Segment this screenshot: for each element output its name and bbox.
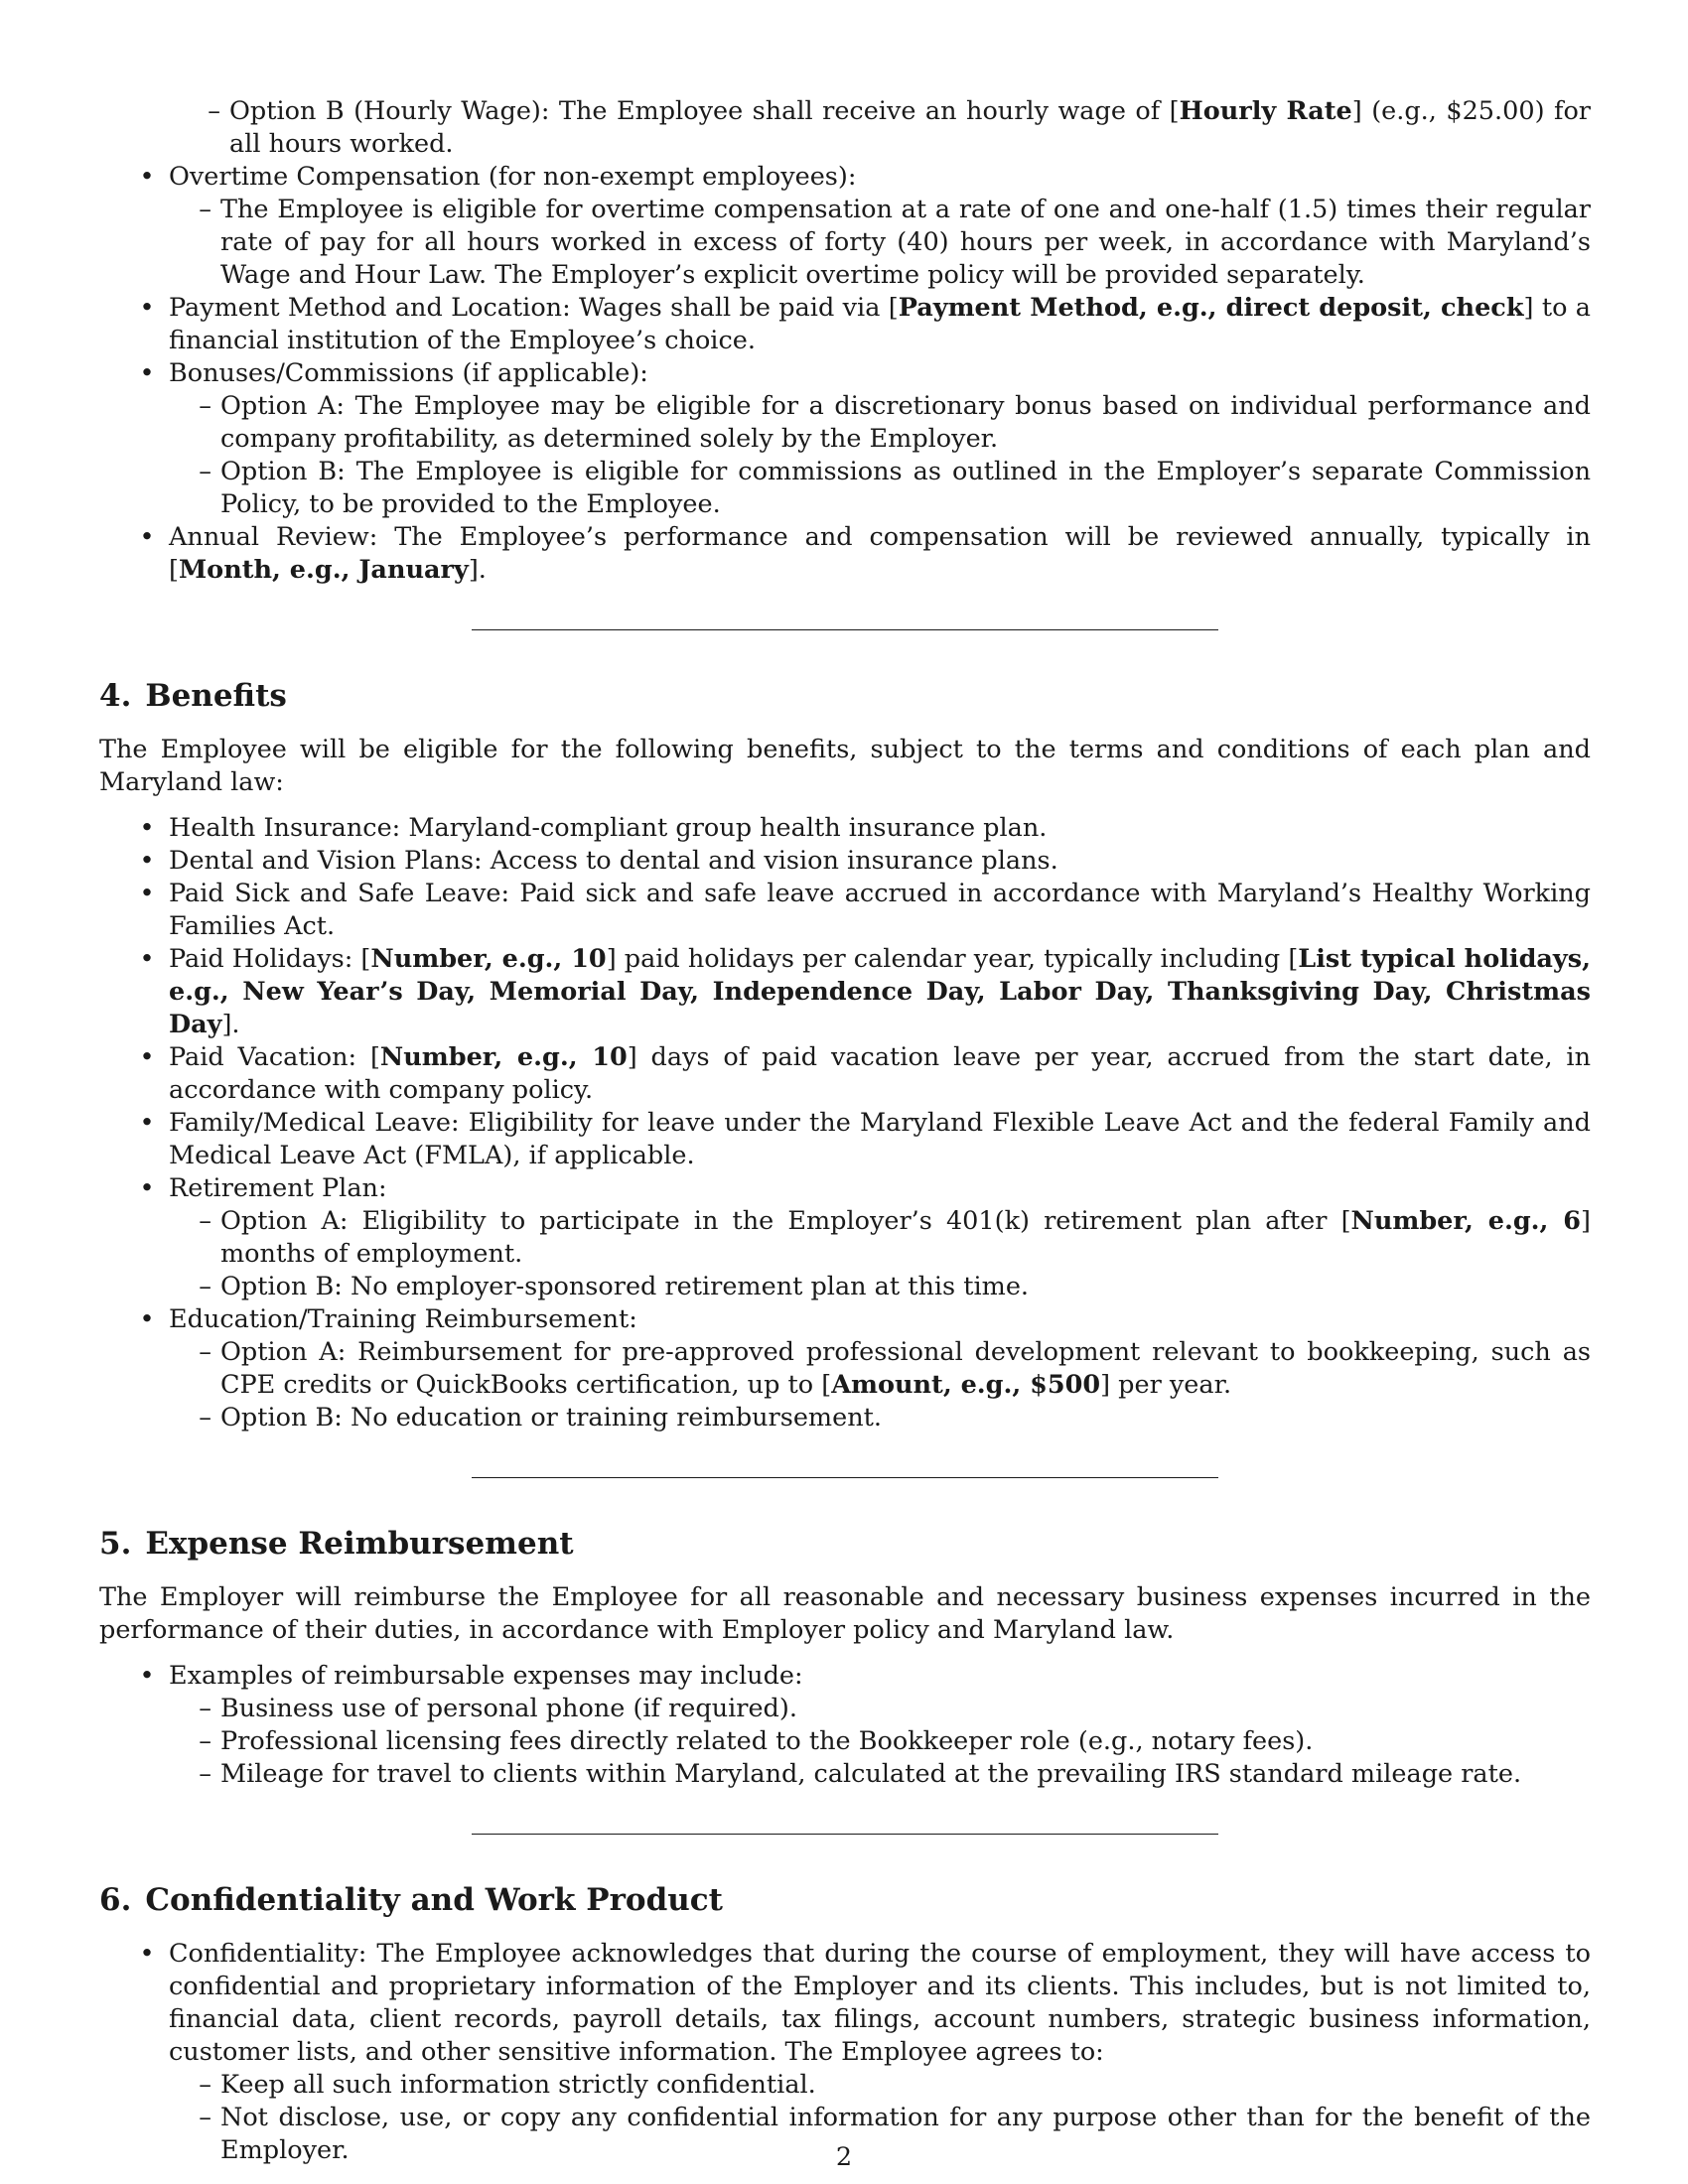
list-item: – Professional licensing fees directly related to the Bookkeeper role (e.g., notary fees). xyxy=(199,1726,1314,1756)
section-heading-benefits: 4. Benefits xyxy=(99,678,287,714)
list-item: – Option A: Eligibility to participate in the Employer’s 401(k) retirement plan after [Number, e.g., 6] months of employment. xyxy=(199,1206,1591,1269)
list-item: – Keep all such information strictly confidential. xyxy=(199,2070,816,2100)
list-item: – The Employee is eligible for overtime compensation at a rate of one and one-half (1.5) times their regular rate of pay for all hours worked in excess of forty (40) hours per week, in accordance with Maryland’s Wage and Hour Law. The Employer’s explicit overtime policy will be provided separately. xyxy=(199,195,1591,290)
list-item: • Examples of reimbursable expenses may include: – Business use of personal phone (if required). – Professional licensing fees directly related to the Bookkeeper role (e.g., notary fees). – Mileage for travel to clients within Maryland, calculated at the prevailing IRS standard mileage rate. xyxy=(99,1660,1591,1791)
section-heading-expense-reimbursement: 5. Expense Reimbursement xyxy=(99,1526,574,1562)
list-item: • Retirement Plan: – Option A: Eligibility to participate in the Employer’s 401(k) retirement plan after [Number, e.g., 6] months of employment. – Option B: No employer-sponsored retirement plan at this time. xyxy=(139,1173,1591,1301)
list-item: • Annual Review: The Employee’s performance and compensation will be reviewed annually, typically in [Month, e.g., January]. xyxy=(139,522,1591,585)
list-item: • Paid Vacation: [Number, e.g., 10] days of paid vacation leave per year, accrued from the start date, in accordance with company policy. xyxy=(139,1042,1592,1105)
list-item: • Overtime Compensation (for non-exempt employees): – The Employee is eligible for overtime compensation at a rate of one and one-half (1.5) times their regular rate of pay for all hours worked in excess of forty (40) hours per week, in accordance with Maryland’s Wage and Hour Law. The Employer’s explicit overtime policy will be provided separately. xyxy=(139,162,1591,290)
list-item xyxy=(99,95,1591,161)
section-intro: The Employee will be eligible for the following benefits, subject to the terms and conditions of each plan and Maryland law: xyxy=(99,735,1591,797)
section-divider xyxy=(472,629,1218,630)
list-item: – Option A: Reimbursement for pre-approved professional development relevant to bookkeeping, such as CPE credits or QuickBooks certification, up to [Amount, e.g., $500] per year. xyxy=(199,1337,1591,1400)
list-item: – Business use of personal phone (if required). xyxy=(199,1694,797,1723)
list-item: • Education/Training Reimbursement: – Option A: Reimbursement for pre-approved professional development relevant to bookkeeping, such as CPE credits or QuickBooks certification, up to [Amount, e.g., $500] per year. – Option B: No education or training reimbursement. xyxy=(139,1304,1591,1433)
list-item: • Paid Sick and Safe Leave: Paid sick and safe leave accrued in accordance with Maryland’s Healthy Working Families Act. xyxy=(139,879,1591,941)
expense-list xyxy=(99,1660,1591,1791)
benefits-list xyxy=(99,812,1591,1434)
page-number: 2 xyxy=(835,2142,853,2172)
list-item: – Option A: The Employee may be eligible for a discretionary bonus based on individual performance and company profitability, as determined solely by the Employer. xyxy=(199,391,1591,454)
list-item: – Option B: No education or training reimbursement. xyxy=(199,1403,882,1433)
list-item: • Dental and Vision Plans: Access to dental and vision insurance plans. xyxy=(139,846,1058,876)
confidentiality-list xyxy=(99,1938,1591,2167)
list-item: – Not disclose, use, or copy any confidential information for any purpose other than for the benefit of the Employer. xyxy=(199,2103,1591,2165)
list-item: • Health Insurance: Maryland-compliant group health insurance plan. xyxy=(139,813,1048,843)
list-item: – Option B: No employer-sponsored retirement plan at this time. xyxy=(199,1272,1030,1301)
section-divider xyxy=(472,1477,1218,1478)
list-item: • Confidentiality: The Employee acknowledges that during the course of employment, they will have access to confidential and proprietary information of the Employer and its clients. This includes, but is not limited to, financial data, client records, payroll details, tax filings, account numbers, strategic business information, customer lists, and other sensitive information. The Employee agrees to: – Keep all such information strictly confidential. – Not disclose, use, or copy any confidential information for any purpose other than for the benefit of the Employer. xyxy=(139,1939,1591,2165)
list-item: • Bonuses/Commissions (if applicable): – Option A: The Employee may be eligible for a discretionary bonus based on individual performance and company profitability, as determined solely by the Employer. – Option B: The Employee is eligible for commissions as outlined in the Employer’s separate Commission Policy, to be provided to the Employee. xyxy=(139,358,1591,519)
section-intro: The Employer will reimburse the Employee for all reasonable and necessary business expenses incurred in the performance of their duties, in accordance with Employer policy and Maryland law. xyxy=(99,1582,1591,1645)
list-item: • Payment Method and Location: Wages shall be paid via [Payment Method, e.g., direct deposit, check] to a financial institution of the Employee’s choice. xyxy=(139,293,1591,355)
list-item: – Mileage for travel to clients within Maryland, calculated at the prevailing IRS standard mileage rate. xyxy=(199,1759,1522,1789)
list-item: – Option B (Hourly Wage): The Employee shall receive an hourly wage of [Hourly Rate] (e.g., $25.00) for all hours worked. xyxy=(208,96,1591,159)
section-divider xyxy=(472,1834,1218,1835)
section-heading-confidentiality: 6. Confidentiality and Work Product xyxy=(99,1882,723,1918)
list-item: • Paid Holidays: [Number, e.g., 10] paid holidays per calendar year, typically including [List typical holidays, e.g., New Year’s Day, Memorial Day, Independence Day, Labor Day, Thanksgiving Day, Christmas Day]. xyxy=(139,944,1591,1039)
section-3-continuation xyxy=(99,95,1591,587)
list-item: • Family/Medical Leave: Eligibility for leave under the Maryland Flexible Leave Act and the federal Family and Medical Leave Act (FMLA), if applicable. xyxy=(139,1108,1591,1170)
list-item: – Option B: The Employee is eligible for commissions as outlined in the Employer’s separate Commission Policy, to be provided to the Employee. xyxy=(199,457,1591,519)
document-page xyxy=(99,95,1591,2167)
